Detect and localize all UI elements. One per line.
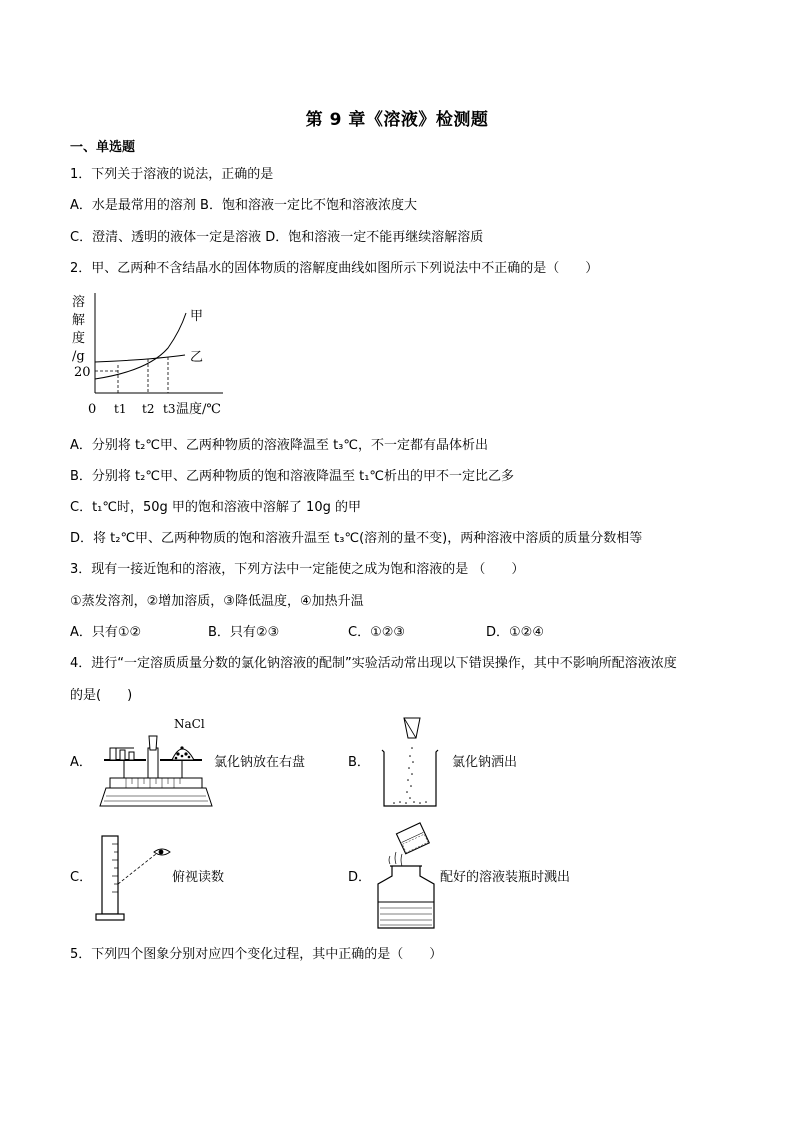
q1-stem: 1．下列关于溶液的说法，正确的是	[70, 167, 274, 182]
graph-x-origin: 0	[88, 402, 97, 417]
beaker-spill-icon	[374, 714, 444, 810]
q3-option-b: B．只有②③	[208, 625, 280, 640]
q3-stem: 3．现有一接近饱和的溶液，下列方法中一定能使之成为饱和溶液的是 （ ）	[70, 562, 525, 577]
q4-stem-line1: 4．进行“一定溶质质量分数的氯化钠溶液的配制”实验活动常出现以下错误操作，其中不影响所配溶液浓度	[70, 656, 677, 671]
q3-option-d: D．①②④	[486, 625, 544, 640]
q4-option-d-letter: D．	[348, 870, 372, 885]
nacl-label: NaCl	[174, 717, 205, 731]
q1-options-row1: A．水是最常用的溶剂 B．饱和溶液一定比不饱和溶液浓度大	[70, 198, 417, 213]
q5-stem: 5．下列四个图象分别对应四个变化过程，其中正确的是（ ）	[70, 947, 443, 962]
q2-stem: 2．甲、乙两种不含结晶水的固体物质的溶解度曲线如图所示下列说法中不正确的是（ ）	[70, 261, 599, 276]
graph-y-label-2: 解	[72, 313, 86, 328]
cylinder-reading-icon	[96, 834, 176, 924]
q2-option-a: A．分别将 t₂℃甲、乙两种物质的溶液降温至 t₃℃，不一定都有晶体析出	[70, 438, 488, 453]
q3-methods: ①蒸发溶剂，②增加溶质，③降低温度，④加热升温	[70, 594, 364, 609]
balance-icon	[96, 714, 216, 810]
q2-option-c: C．t₁℃时，50g 甲的饱和溶液中溶解了 10g 的甲	[70, 500, 361, 515]
curve-label-jia: 甲	[190, 309, 204, 324]
graph-x-tick-t2: t2	[142, 402, 155, 416]
graph-x-label: 温度/℃	[176, 402, 221, 417]
q4-option-b-letter: B．	[348, 755, 370, 770]
graph-x-tick-t1: t1	[114, 402, 127, 416]
curve-label-yi: 乙	[190, 350, 204, 365]
q4-option-a-letter: A．	[70, 755, 92, 770]
section-heading: 一、单选题	[70, 140, 136, 155]
q4-option-a-caption: 氯化钠放在右盘	[214, 755, 306, 770]
graph-y-label-4: /g	[72, 349, 85, 364]
q2-option-b: B．分别将 t₂℃甲、乙两种物质的饱和溶液降温至 t₁℃析出的甲不一定比乙多	[70, 469, 514, 484]
solubility-curve-graph	[68, 293, 238, 423]
eye-icon	[154, 849, 170, 855]
curve-jia	[95, 313, 186, 379]
graph-y-label-3: 度	[72, 331, 86, 346]
q4-stem-line2: 的是( )	[70, 688, 133, 703]
graph-y-tick-20: 20	[74, 365, 91, 380]
q2-option-d: D．将 t₂℃甲、乙两种物质的饱和溶液升温至 t₃℃(溶剂的量不变)，两种溶液中溶质的质量分数相等	[70, 531, 643, 546]
q4-option-d-caption: 配好的溶液装瓶时溅出	[440, 870, 571, 885]
curve-yi	[95, 355, 185, 362]
graph-y-label-1: 溶	[72, 295, 86, 310]
q3-option-a: A．只有①②	[70, 625, 142, 640]
q1-options-row2: C．澄清、透明的液体一定是溶液 D．饱和溶液一定不能再继续溶解溶质	[70, 230, 484, 245]
q3-option-c: C．①②③	[348, 625, 406, 640]
q4-option-b-caption: 氯化钠洒出	[452, 755, 518, 770]
q4-option-c-letter: C．	[70, 870, 93, 885]
page-title: 第 9 章《溶液》检测题	[305, 110, 489, 130]
bottle-pouring-icon	[370, 822, 446, 932]
q4-option-c-caption: 俯视读数	[172, 870, 225, 885]
graph-x-tick-t3: t3	[163, 402, 176, 416]
